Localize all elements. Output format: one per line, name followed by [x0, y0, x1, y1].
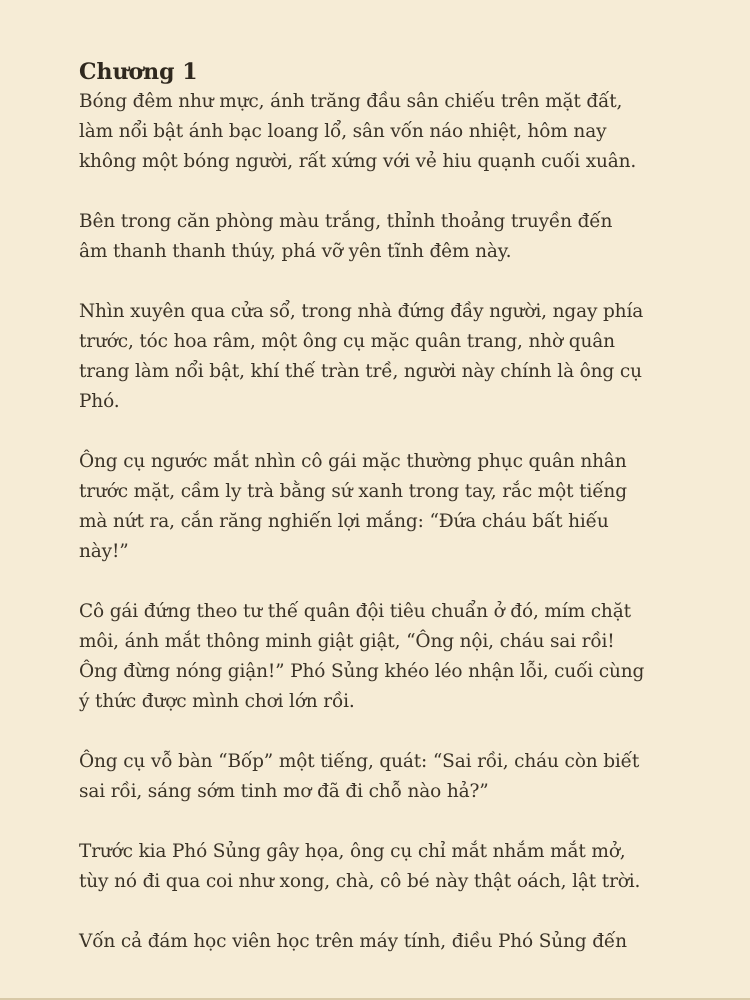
- paragraph-2: Bên trong căn phòng màu trắng, thỉnh thoảng truyền đến âm thanh thanh thúy, phá vỡ yên tĩnh đêm này.: [79, 211, 613, 262]
- chapter-title: Chương 1: [79, 59, 198, 85]
- paragraph-7: Trước kia Phó Sủng gây họa, ông cụ chỉ mắt nhắm mắt mở, tùy nó đi qua coi như xong, chà, cô bé này thật oách, lật trời.: [79, 841, 641, 892]
- paragraph-4: Ông cụ ngước mắt nhìn cô gái mặc thường phục quân nhân trước mặt, cầm ly trà bằng sứ xanh trong tay, rắc một tiếng mà nứt ra, cắn răng nghiến lợi mắng: “Đứa cháu bất hiếu này!”: [79, 451, 627, 562]
- paragraph-6: Ông cụ vỗ bàn “Bốp” một tiếng, quát: “Sai rồi, cháu còn biết sai rồi, sáng sớm tinh mơ đã đi chỗ nào hả?”: [79, 751, 640, 802]
- paragraph-8: Vốn cả đám học viên học trên máy tính, điều Phó Sủng đến: [79, 931, 627, 952]
- paragraph-5: Cô gái đứng theo tư thế quân đội tiêu chuẩn ở đó, mím chặt môi, ánh mắt thông minh giật giật, “Ông nội, cháu sai rồi! Ông đừng nóng giận!” Phó Sủng khéo léo nhận lỗi, cuối cùng ý thức được mình chơi lớn rồi.: [79, 601, 645, 712]
- paragraph-1: Bóng đêm như mực, ánh trăng đầu sân chiếu trên mặt đất, làm nổi bật ánh bạc loang lổ, sân vốn náo nhiệt, hôm nay không một bóng người, rất xứng với vẻ hiu quạnh cuối xuân.: [79, 91, 637, 172]
- chapter-content: [79, 57, 699, 957]
- paragraph-3: Nhìn xuyên qua cửa sổ, trong nhà đứng đầy người, ngay phía trước, tóc hoa râm, một ông cụ mặc quân trang, nhờ quân trang làm nổi bật, khí thế tràn trề, người này chính là ông cụ Phó.: [79, 301, 644, 412]
